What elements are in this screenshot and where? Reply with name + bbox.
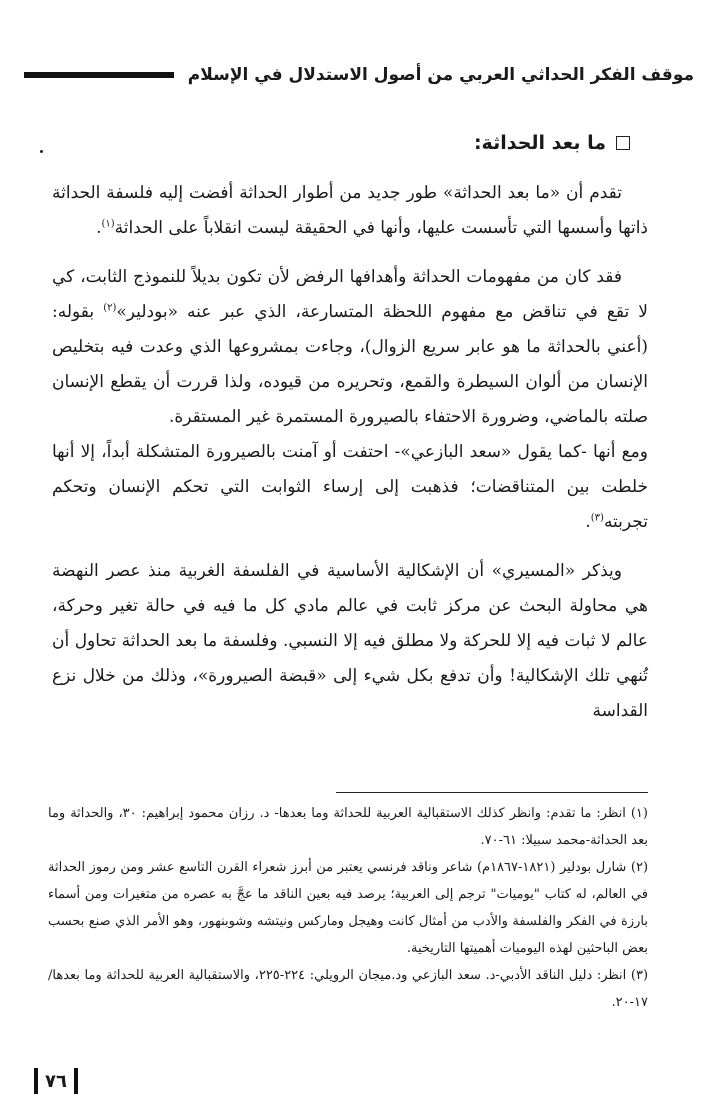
footnote-ref: (٣) [590,512,604,524]
footnotes [48,800,648,1016]
header-rule [24,72,174,78]
footnote-separator [336,792,648,793]
running-header-title: موقف الفكر الحداثي العربي من أصول الاستدلال في الإسلام [187,65,694,85]
footnote-ref: (١) [101,218,115,230]
running-header [14,58,694,92]
stray-dot [40,150,43,153]
page-number-bar-left [34,1068,38,1094]
footnote: (٣) انظر: دليل الناقد الأدبي-د. سعد البازعي ود.ميجان الرويلي: ٢٢٤-٢٢٥، والاستقبالية العربية للحداثة وما بعدها/ ١٧-٢٠. [48,968,649,1010]
section-heading-text: ما بعد الحداثة: [473,132,606,154]
paragraph: ومع أنها -كما يقول «سعد البازعي»- احتفت أو آمنت بالصيرورة المتشكلة أبداً، إلا أنها خلطت بين المتناقضات؛ فذهبت إلى إرساء الثوابت التي تحكم الإنسان وتحكم تجربته$^{(٣)}$. [52,442,648,532]
footnote: (١) انظر: ما تقدم: وانظر كذلك الاستقبالية العربية للحداثة وما بعدها- د. رزان محمود إبراهيم: ٣٠، والحداثة وما بعد الحداثة-محمد سبيلا: ٦١-٧٠. [48,806,648,848]
footnote-ref: (٢) [103,302,117,314]
page-number [34,1068,78,1094]
page-number-bar-right [74,1068,78,1094]
square-bullet-icon [616,136,630,150]
paragraph: تقدم أن «ما بعد الحداثة» طور جديد من أطوار الحداثة أفضت إليه فلسفة الحداثة ذاتها وأسسها التي تأسست عليها، وأنها في الحقيقة ليست انقلاباً على الحداثة$^{(١)}$. [52,183,648,238]
footnote: (٢) شارل بودلير (١٨٢١-١٨٦٧م) شاعر وناقد فرنسي يعتبر من أبرز شعراء القرن التاسع عشر ومن رموز الحداثة في العالم، له كتاب "يوميات" ترجم إلى العربية؛ يرصد فيه بعين الناقد ما عجَّ به عصره من متغيرات ومن أسماء بارزة في الفكر والفلسفة والأدب من أمثال كانت وهيجل وماركس ونيتشه وشوبنهور، وهو الأمر الذي صنع بحسب بعض الباحثين لهذه اليوميات أهميتها التاريخية. [48,860,649,956]
body-text [52,176,648,743]
section-heading [474,132,630,154]
paragraph: ويذكر «المسيري» أن الإشكالية الأساسية في الفلسفة الغربية منذ عصر النهضة هي محاولة البحث عن مركز ثابت في عالم مادي كل ما فيه في حالة تغير وحركة، عالم لا ثبات فيه إلا للحركة ولا مطلق فيه إلا النسبي. وفلسفة ما بعد الحداثة تحاول أن تُنهي تلك الإشكالية! وأن تدفع بكل شيء إلى «قبضة الصيرورة»، وذلك من خلال نزع القداسة [52,561,648,721]
paragraph: فقد كان من مفهومات الحداثة وأهدافها الرفض لأن تكون بديلاً للنموذج الثابت، كي لا تقع في تناقض مع مفهوم اللحظة المتسارعة، الذي عبر عنه «بودلير»$^{(٢)}$ بقوله: (أعني بالحداثة ما هو عابر سريع الزوال)، وجاءت بمشروعها الذي وعدت فيه بتخليص الإنسان من ألوان السيطرة والقمع، وتحريره من قيوده، ولذا قررت أن يقطع الإنسان صلته بالماضي، وضرورة الاحتفاء بالصيرورة المستمرة غير المستقرة. [52,267,648,427]
page-number-text: ٧٦ [45,1070,67,1092]
